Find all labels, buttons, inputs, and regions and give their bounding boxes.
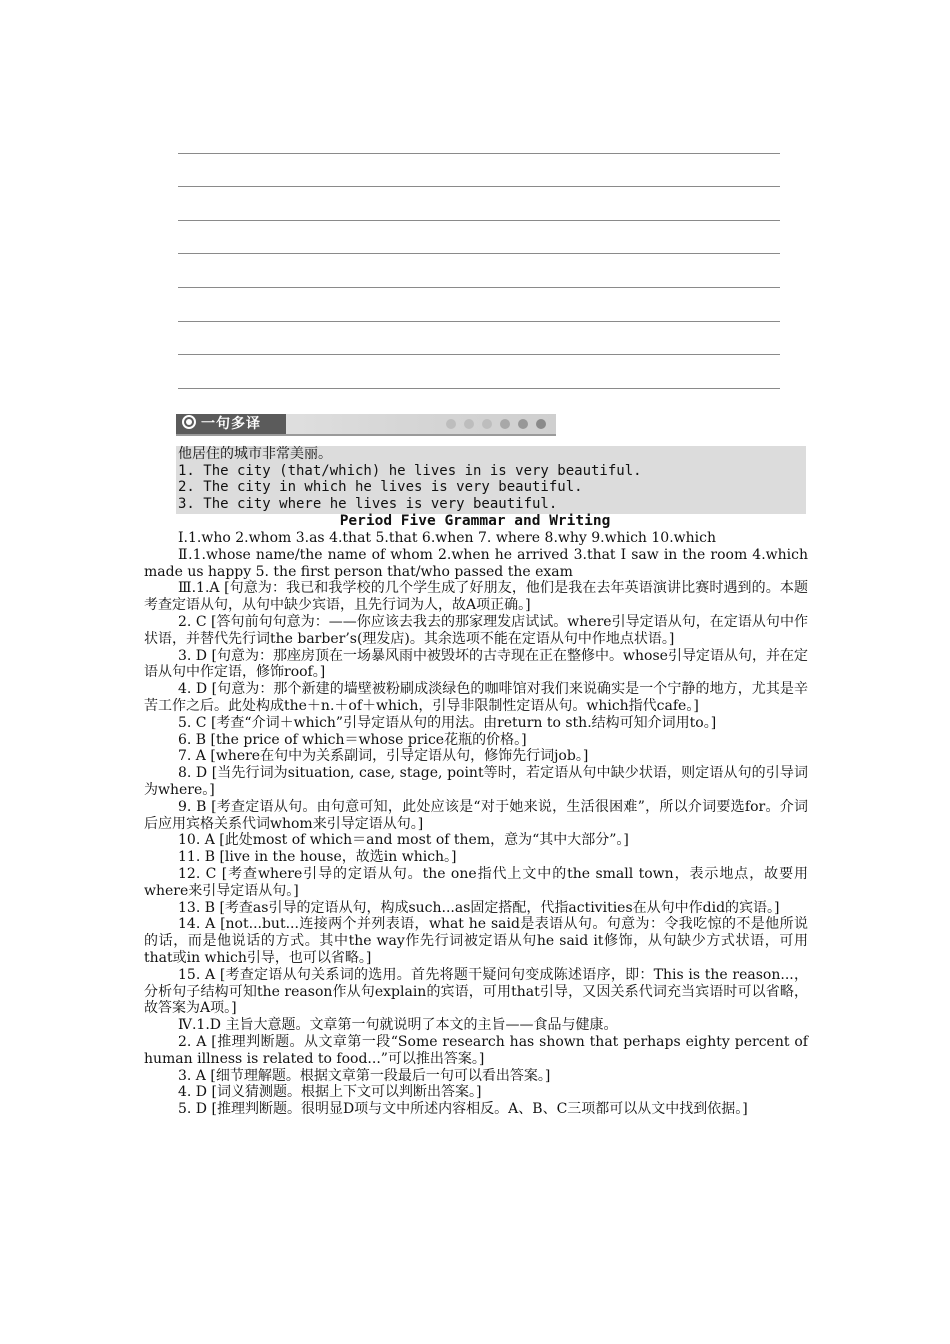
answer-item: Ⅲ.1.A [句意为：我已和我学校的几个学生成了好朋友，他们是我在去年英语演讲比赛时遇到的。本题考查定语从句，从句中缺少宾语，且先行词为人，故A项正确。] [144, 580, 808, 614]
answer-item: 11. B [live in the house，故选in which。] [178, 849, 457, 866]
writing-line [178, 120, 780, 154]
dot-icon [536, 419, 546, 429]
section-title: 一句多译 [201, 416, 261, 432]
translation-line: 3. The city where he lives is very beautiful. [178, 495, 558, 512]
answer-item: 6. B [the price of which＝whose price花瓶的价格。] [178, 731, 527, 748]
answer-item: 3. A [细节理解题。根据文章第一段最后一句可以看出答案。] [178, 1067, 551, 1084]
answer-item: 9. B [考查定语从句。由句意可知，此处应该是“对于她来说，生活很困难”，所以介词要选for。介词后应用宾格关系代词whom来引导定语从句。] [144, 798, 808, 832]
writing-line [178, 254, 780, 288]
writing-line [178, 154, 780, 188]
writing-line [178, 187, 780, 221]
translation-box [176, 446, 806, 514]
decorative-dots [446, 419, 546, 429]
answer-item: 3. D [句意为：那座房顶在一场暴风雨中被毁坏的古寺现在正在整修中。whose引导定语从句，并在定语从句中作定语，修饰roof。] [144, 647, 808, 681]
answer-item: 15. A [考查定语从句关系词的选用。首先将题干疑问句变成陈述语序，即：This is the reason...，分析句子结构可知the reason作从句explain的宾语，可用that引导，又因关系代词充当宾语时可以省略，故答案为A项。] [144, 966, 808, 1017]
answer-item: 4. D [句意为：那个新建的墙壁被粉刷成淡绿色的咖啡馆对我们来说确实是一个宁静的地方，尤其是辛苦工作之后。此处构成the＋n.＋of＋which，引导非限制性定语从句。which指代cafe。] [144, 681, 808, 714]
answer-key [144, 530, 808, 1118]
answer-item: 13. B [考查as引导的定语从句，构成such...as固定搭配，代指activities在从句中作did的宾语。] [178, 899, 780, 916]
section-label [176, 414, 286, 434]
writing-lines [178, 120, 780, 389]
answer-item: 4. D [词义猜测题。根据上下文可以判断出答案。] [178, 1084, 482, 1101]
dot-icon [482, 419, 492, 429]
answer-item: Ⅰ.1.who 2.whom 3.as 4.that 5.that 6.when 7. where 8.why 9.which 10.which [178, 530, 717, 546]
answer-item: Ⅱ.1.whose name/the name of whom 2.when he arrived 3.that I saw in the room 4.which made us happy 5. the first person that/who passed the exam [144, 546, 808, 580]
answer-item: 2. A [推理判断题。从文章第一段“Some research has shown that perhaps eighty percent of human illness is related to food...”可以推出答案。] [144, 1033, 808, 1067]
dot-icon [464, 419, 474, 429]
answer-item: 14. A [not...but...连接两个并列表语，what he said是表语从句。句意为：令我吃惊的不是他所说的话，而是他说话的方式。其中the way作先行词被定语从句he said it修饰，从句缺少方式状语，可用that或in which引导，也可以省略。] [144, 916, 808, 966]
period-title: Period Five Grammar and Writing [339, 513, 611, 529]
writing-line [178, 221, 780, 255]
answer-item: Ⅳ.1.D 主旨大意题。文章第一句就说明了本文的主旨——食品与健康。 [178, 1017, 618, 1034]
answer-item: 10. A [此处most of which＝and most of them，意为“其中大部分”。] [178, 832, 629, 849]
answer-item: 8. D [当先行词为situation, case, stage, point等时，若定语从句中缺少状语，则定语从句的引导词为where。] [144, 765, 808, 798]
writing-line [178, 355, 780, 389]
answer-item: 5. C [考查“介词＋which”引导定语从句的用法。由return to sth.结构可知介词用to。] [178, 714, 717, 731]
writing-line [178, 322, 780, 356]
dot-icon [518, 419, 528, 429]
translation-line: 2. The city in which he lives is very beautiful. [178, 479, 583, 495]
answer-item: 2. C [答句前句句意为：——你应该去我去的那家理发店试试。where引导定语从句，在定语从句中作状语，并替代先行词the barber’s(理发店)。其余选项不能在定语从句中作地点状语。] [144, 613, 808, 647]
section-banner [176, 414, 556, 436]
writing-line [178, 288, 780, 322]
answer-item: 7. A [where在句中为关系副词，引导定语从句，修饰先行词job。] [178, 748, 589, 765]
source-sentence: 他居住的城市非常美丽。 [178, 446, 332, 462]
dot-icon [500, 419, 510, 429]
dot-icon [446, 419, 456, 429]
target-circle-icon [182, 415, 196, 429]
answer-item: 5. D [推理判断题。很明显D项与文中所述内容相反。A、B、C三项都可以从文中找到依据。] [178, 1101, 748, 1118]
answer-item: 12. C [考查where引导的定语从句。the one指代上文中的the small town，表示地点，故要用where来引导定语从句。] [144, 865, 808, 899]
translation-line: 1. The city (that/which) he lives in is very beautiful. [178, 462, 642, 479]
